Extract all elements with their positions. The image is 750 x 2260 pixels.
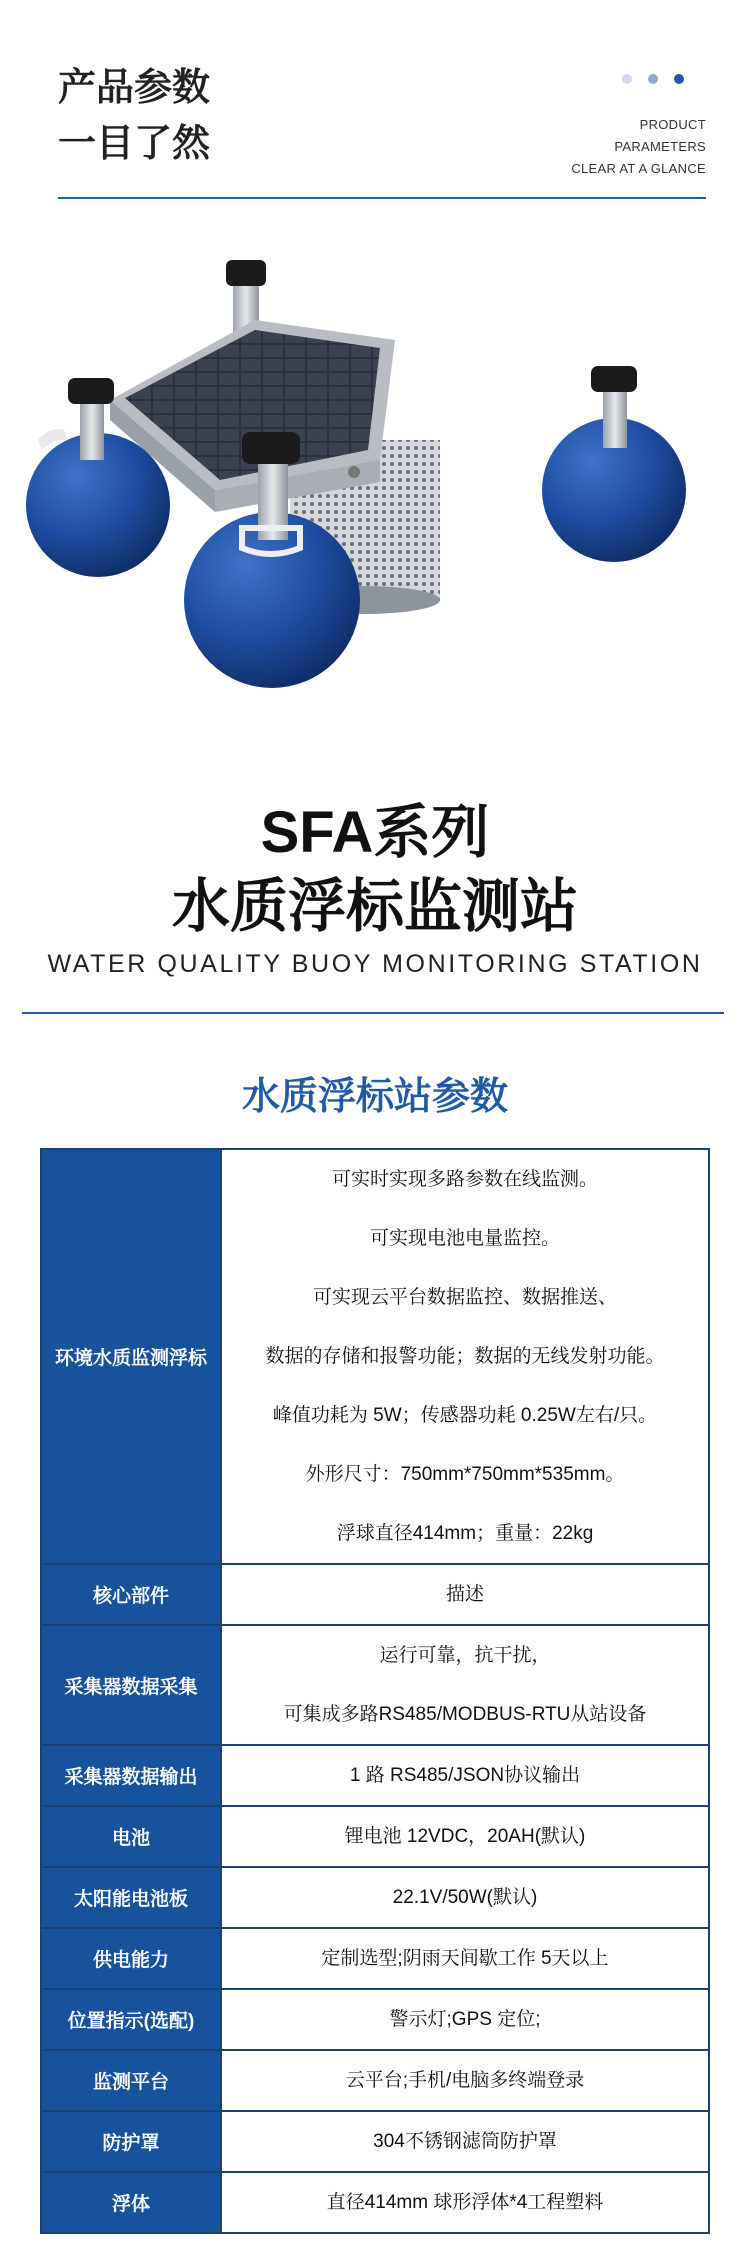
spec-value-line: 警示灯;GPS 定位; [389, 2009, 541, 2030]
spec-table-body [41, 1149, 709, 2233]
spec-key-cell: 太阳能电池板 [41, 1867, 221, 1928]
spec-value-cell [221, 2050, 709, 2111]
cap-front [242, 432, 300, 464]
header-dots [622, 74, 684, 84]
header-title [58, 60, 210, 172]
spec-key-cell: 采集器数据采集 [41, 1625, 221, 1745]
table-row [41, 1745, 709, 1806]
header-divider [58, 197, 706, 199]
header-english [571, 114, 706, 180]
table-row [41, 1806, 709, 1867]
spec-value-line: 304不锈钢滤筒防护罩 [373, 2131, 557, 2152]
spec-key-cell: 采集器数据输出 [41, 1745, 221, 1806]
dot-3 [674, 74, 684, 84]
spec-value-cell [221, 1989, 709, 2050]
table-row [41, 1989, 709, 2050]
spec-key-cell: 核心部件 [41, 1564, 221, 1625]
spec-key-cell: 防护罩 [41, 2111, 221, 2172]
spec-value-cell [221, 1745, 709, 1806]
table-row [41, 2111, 709, 2172]
spec-value-cell [221, 2111, 709, 2172]
spec-value-cell [221, 1564, 709, 1625]
spec-value-line: 外形尺寸：750mm*750mm*535mm。 [305, 1464, 625, 1485]
spec-value-line: 22.1V/50W(默认) [392, 1887, 538, 1908]
title-divider [22, 1012, 724, 1014]
spec-key-cell: 电池 [41, 1806, 221, 1867]
spec-value-cell [221, 1867, 709, 1928]
spec-value-line: 描述 [445, 1584, 484, 1605]
spec-value-line: 可实现电池电量监控。 [369, 1228, 560, 1249]
spec-key-cell: 浮体 [41, 2172, 221, 2233]
spec-value-cell [221, 1806, 709, 1867]
spec-value-line: 浮球直径414mm；重量：22kg [336, 1523, 594, 1544]
spec-value-cell [221, 1928, 709, 1989]
spec-value-line: 运行可靠，抗干扰， [379, 1645, 551, 1666]
table-row [41, 1928, 709, 1989]
spec-value-line: 可实时实现多路参数在线监测。 [331, 1169, 598, 1190]
dot-2 [648, 74, 658, 84]
english-title: WATER QUALITY BUOY MONITORING STATION [47, 950, 703, 978]
cap-right [591, 366, 637, 392]
spec-value-line: 1 路 RS485/JSON协议输出 [349, 1765, 581, 1786]
spec-value-line: 定制选型;阴雨天间歇工作 5天以上 [321, 1948, 609, 1969]
spec-value-cell [221, 1625, 709, 1745]
spec-value-line: 锂电池 12VDC，20AH(默认) [344, 1826, 586, 1847]
header-en-line1: PRODUCT [639, 117, 706, 132]
spec-key-cell: 供电能力 [41, 1928, 221, 1989]
cap-back [226, 260, 266, 286]
table-row [41, 1149, 709, 1564]
table-row [41, 1625, 709, 1745]
product-name: 水质浮标监测站 [171, 874, 578, 939]
header-title-line1: 产品参数 [58, 67, 211, 109]
spec-value-line: 数据的存储和报警功能；数据的无线发射功能。 [265, 1346, 665, 1367]
cap-left [68, 378, 114, 404]
spec-value-cell [221, 1149, 709, 1564]
spec-key-cell: 环境水质监测浮标 [41, 1149, 221, 1564]
spec-value-line: 直径414mm 球形浮体*4工程塑料 [326, 2192, 604, 2213]
spec-key-cell: 监测平台 [41, 2050, 221, 2111]
spec-value-line: 峰值功耗为 5W；传感器功耗 0.25W左右/只。 [272, 1405, 658, 1426]
section-title: 水质浮标站参数 [241, 1076, 508, 1118]
table-row [41, 2050, 709, 2111]
spec-value-cell [221, 2172, 709, 2233]
spec-value-line: 云平台;手机/电脑多终端登录 [345, 2070, 585, 2091]
header-title-line2: 一目了然 [58, 123, 211, 165]
table-row [41, 1867, 709, 1928]
header-en-line2: PARAMETERS [614, 139, 706, 154]
product-image [20, 260, 720, 760]
table-row [41, 2172, 709, 2233]
spec-table [40, 1148, 710, 2234]
spec-key-cell: 位置指示(选配) [41, 1989, 221, 2050]
series-title: SFA系列 [260, 800, 490, 865]
spec-value-line: 可集成多路RS485/MODBUS-RTU从站设备 [283, 1704, 647, 1725]
dot-1 [622, 74, 632, 84]
header-en-line3: CLEAR AT A GLANCE [571, 161, 706, 176]
spec-value-line: 可实现云平台数据监控、数据推送、 [312, 1287, 617, 1308]
table-row [41, 1564, 709, 1625]
